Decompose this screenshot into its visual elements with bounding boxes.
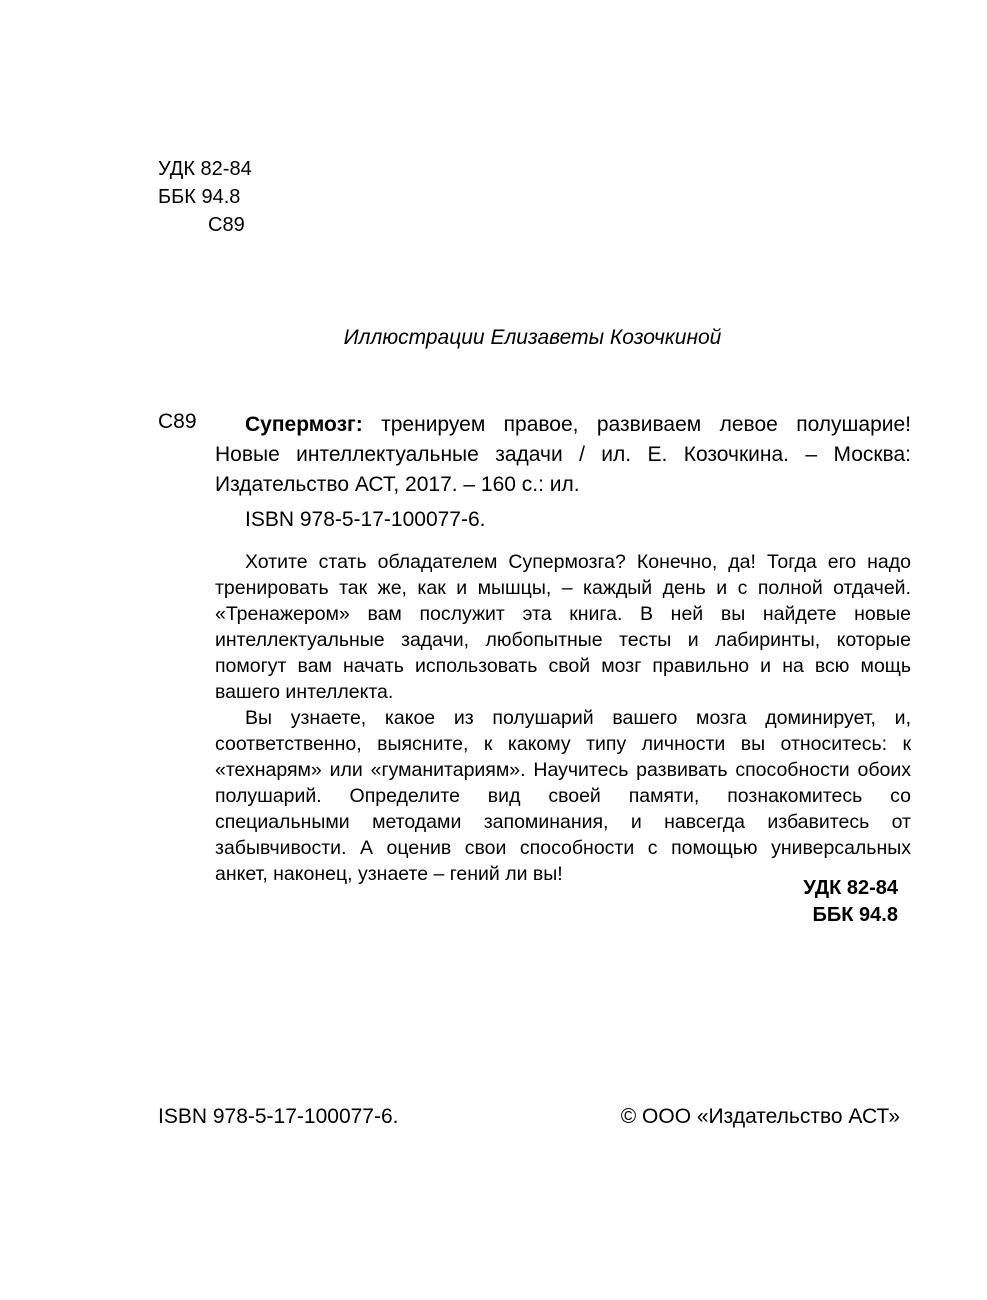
bbk-code-top: ББК 94.8	[158, 186, 241, 208]
top-classification-codes	[158, 155, 252, 239]
bib-author-code: С89	[158, 410, 197, 433]
annotation-block	[215, 549, 911, 887]
udk-code-top: УДК 82-84	[158, 158, 252, 180]
isbn-number: ISBN 978-5-17-100077-6.	[245, 508, 486, 531]
page-footer	[158, 1105, 900, 1129]
book-author-code-top: С89	[208, 214, 245, 236]
footer-copyright: © ООО «Издательство АСТ»	[620, 1105, 900, 1128]
annotation-paragraph-2: Вы узнаете, какое из полушарий вашего мозга доминирует, и, соответственно, выясните, к какому типу личности вы относитесь: к «технарям» или «гуманитариям». Научитесь развивать способности обоих полушарий. Определите вид своей памяти, познакомитесь со специальными методами запоминания, и навсегда избавитесь от забывчивости. А оценив свои способности с помощью универсальных анкет, наконец, узнаете – гений ли вы!	[215, 707, 911, 885]
bibliographic-entry	[215, 410, 911, 500]
bbk-code-bottom: ББК 94.8	[812, 904, 898, 926]
footer-isbn: ISBN 978-5-17-100077-6.	[158, 1105, 399, 1128]
annotation-paragraph-1: Хотите стать обладателем Супермозга? Конечно, да! Тогда его надо тренировать так же, как и мышцы, – каждый день и с полной отдачей. «Тренажером» вам послужит эта книга. В ней вы найдете новые интеллектуальные задачи, любопытные тесты и лабиринты, которые помогут вам начать использовать свой мозг правильно и на всю мощь вашего интеллекта.	[215, 551, 911, 703]
bib-description: тренируем правое, развиваем левое полушарие! Новые интеллектуальные задачи / ил. Е. Козочкина. – Москва: Издательство АСТ, 2017. – 160 с.: ил.	[215, 413, 911, 496]
udk-code-bottom: УДК 82-84	[803, 877, 898, 899]
book-title: Супермозг:	[245, 413, 363, 436]
bottom-classification-codes	[803, 875, 898, 929]
illustrator-credit: Иллюстрации Елизаветы Козочкиной	[343, 326, 722, 349]
